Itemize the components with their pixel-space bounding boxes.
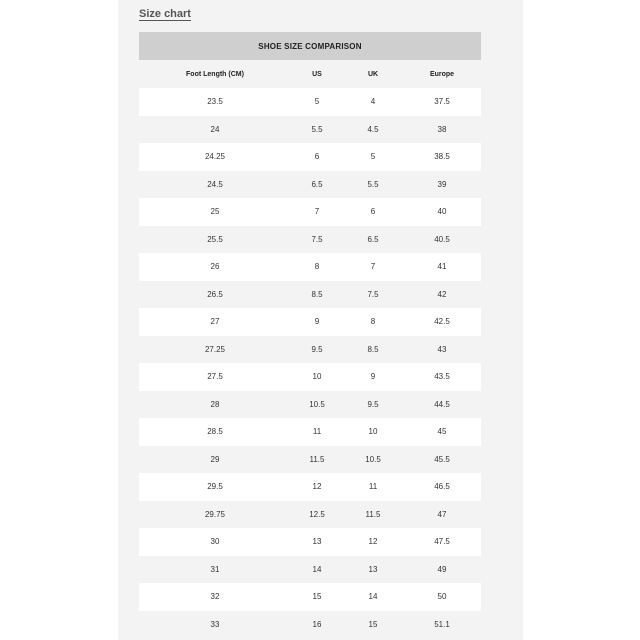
table-row	[139, 363, 481, 391]
header-foot-length: Foot Length (CM)	[186, 70, 244, 78]
table-row	[139, 336, 481, 364]
cell-foot-length: 24	[210, 124, 220, 134]
table-row	[139, 198, 481, 226]
cell-foot-length: 29	[210, 454, 220, 464]
table-body	[139, 88, 481, 638]
cell-europe: 46.5	[434, 482, 450, 492]
cell-foot-length: 26	[210, 262, 220, 272]
size-comparison-table	[139, 32, 481, 638]
table-row	[139, 308, 481, 336]
cell-us: 10.5	[309, 399, 325, 409]
cell-uk: 11	[368, 482, 378, 492]
cell-foot-length: 28	[210, 399, 220, 409]
table-row	[139, 391, 481, 419]
cell-us: 7.5	[311, 234, 323, 244]
cell-foot-length: 23.5	[207, 97, 223, 107]
cell-uk: 5.5	[367, 179, 379, 189]
cell-europe: 43	[437, 344, 447, 354]
table-row	[139, 611, 481, 639]
cell-uk: 10	[368, 427, 378, 437]
table-row	[139, 226, 481, 254]
cell-uk: 8	[370, 317, 376, 327]
cell-us: 12	[312, 482, 322, 492]
cell-europe: 45.5	[434, 454, 450, 464]
cell-us: 5	[314, 97, 320, 107]
cell-us: 11	[312, 427, 322, 437]
cell-europe: 47	[437, 509, 447, 519]
table-row	[139, 116, 481, 144]
cell-us: 15	[312, 592, 322, 602]
table-row	[139, 556, 481, 584]
cell-uk: 4.5	[367, 124, 379, 134]
cell-foot-length: 24.5	[207, 179, 223, 189]
table-row	[139, 418, 481, 446]
cell-foot-length: 26.5	[207, 289, 223, 299]
cell-us: 7	[314, 207, 320, 217]
table-row	[139, 88, 481, 116]
cell-uk: 12	[368, 537, 378, 547]
size-chart-link[interactable]: Size chart	[139, 8, 191, 20]
cell-uk: 8.5	[367, 344, 379, 354]
cell-europe: 42	[437, 289, 447, 299]
cell-europe: 51.1	[434, 619, 450, 629]
cell-us: 8	[314, 262, 320, 272]
cell-us: 14	[312, 564, 322, 574]
cell-us: 10	[312, 372, 322, 382]
cell-foot-length: 29.5	[207, 482, 223, 492]
cell-europe: 47.5	[434, 537, 450, 547]
cell-foot-length: 29.75	[204, 509, 226, 519]
cell-uk: 13	[368, 564, 378, 574]
cell-foot-length: 27.25	[204, 344, 226, 354]
cell-us: 8.5	[311, 289, 323, 299]
table-row	[139, 528, 481, 556]
cell-europe: 44.5	[434, 399, 450, 409]
cell-uk: 5	[370, 152, 376, 162]
cell-us: 13	[312, 537, 322, 547]
cell-foot-length: 33	[210, 619, 220, 629]
cell-europe: 37.5	[434, 97, 450, 107]
cell-foot-length: 30	[210, 537, 220, 547]
cell-us: 5.5	[311, 124, 323, 134]
cell-europe: 45	[437, 427, 447, 437]
cell-foot-length: 24.25	[204, 152, 226, 162]
cell-us: 11.5	[309, 454, 325, 464]
cell-europe: 43.5	[434, 372, 450, 382]
cell-uk: 7.5	[367, 289, 379, 299]
cell-us: 16	[312, 619, 322, 629]
cell-uk: 9.5	[367, 399, 379, 409]
cell-uk: 14	[368, 592, 378, 602]
header-uk: UK	[367, 70, 379, 78]
header-europe: Europe	[429, 70, 455, 78]
cell-uk: 11.5	[365, 509, 381, 519]
cell-europe: 41	[437, 262, 447, 272]
cell-foot-length: 27.5	[207, 372, 223, 382]
cell-uk: 6	[370, 207, 376, 217]
cell-foot-length: 32	[210, 592, 220, 602]
cell-uk: 9	[370, 372, 376, 382]
cell-europe: 50	[437, 592, 447, 602]
cell-europe: 40	[437, 207, 447, 217]
table-row	[139, 281, 481, 309]
cell-uk: 4	[370, 97, 376, 107]
cell-us: 9	[314, 317, 320, 327]
table-row	[139, 473, 481, 501]
cell-us: 6.5	[311, 179, 323, 189]
header-us: US	[312, 70, 322, 78]
cell-uk: 6.5	[367, 234, 379, 244]
cell-uk: 10.5	[365, 454, 381, 464]
table-row	[139, 583, 481, 611]
cell-uk: 15	[368, 619, 378, 629]
cell-europe: 42.5	[434, 317, 450, 327]
cell-us: 12.5	[309, 509, 325, 519]
cell-europe: 39	[437, 179, 447, 189]
table-row	[139, 171, 481, 199]
cell-foot-length: 31	[210, 564, 220, 574]
cell-foot-length: 25.5	[207, 234, 223, 244]
table-row	[139, 446, 481, 474]
table-title: SHOE SIZE COMPARISON	[139, 32, 481, 60]
cell-us: 6	[314, 152, 320, 162]
table-header-row	[139, 60, 481, 88]
table-row	[139, 143, 481, 171]
table-row	[139, 253, 481, 281]
cell-foot-length: 27	[210, 317, 220, 327]
cell-us: 9.5	[311, 344, 323, 354]
cell-europe: 38.5	[434, 152, 450, 162]
cell-europe: 38	[437, 124, 447, 134]
cell-uk: 7	[370, 262, 376, 272]
cell-foot-length: 25	[210, 207, 220, 217]
cell-europe: 40.5	[434, 234, 450, 244]
cell-europe: 49	[437, 564, 447, 574]
cell-foot-length: 28.5	[207, 427, 223, 437]
table-row	[139, 501, 481, 529]
